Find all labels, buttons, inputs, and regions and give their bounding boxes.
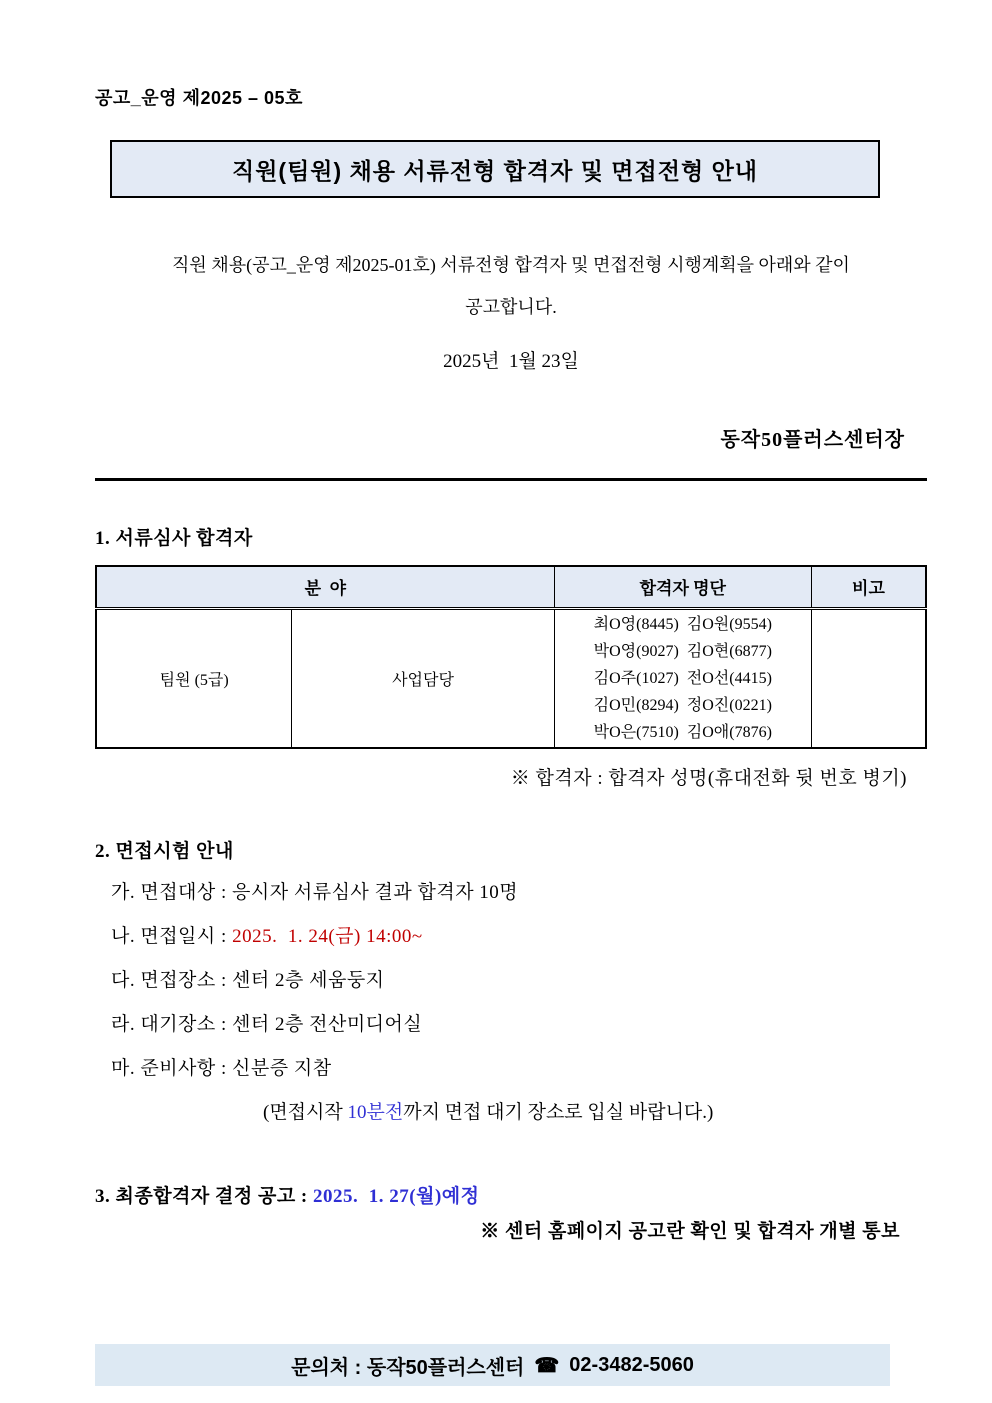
item-waiting: 라. 대기장소 : 센터 2층 전산미디어실 <box>111 1014 423 1035</box>
contact-phone-number: 02-3482-5060 <box>569 1353 694 1376</box>
item-target: 가. 면접대상 : 응시자 서류심사 결과 합격자 10명 <box>111 882 519 903</box>
contact-label: 문의처 : 동작50플러스센터 <box>291 1356 525 1379</box>
name-line: 박O영(9027) 김O현(6877) <box>593 642 772 660</box>
section1-heading: 1. 서류심사 합격자 <box>95 528 253 549</box>
item-datetime-label: 나. 면접일시 : <box>111 926 233 947</box>
signer: 동작50플러스센터장 <box>720 429 905 451</box>
section2-heading: 2. 면접시험 안내 <box>95 841 234 862</box>
doc-number: 공고_운영 제2025 – 05호 <box>95 88 303 108</box>
item-datetime <box>111 915 927 959</box>
contact-footer <box>95 1344 890 1386</box>
table-header-row <box>96 566 926 608</box>
horizontal-rule <box>95 478 927 481</box>
item-datetime-value: 2025. 1. 24(금) 14:00~ <box>232 926 423 947</box>
column-header-remark: 비고 <box>811 566 926 608</box>
cell-remark <box>811 608 926 748</box>
page-title: 직원(팀원) 채용 서류전형 합격자 및 면접전형 안내 <box>231 157 759 184</box>
table-row <box>96 608 926 748</box>
announcement-date: 2025년 1월 23일 <box>443 351 579 372</box>
title-box <box>110 140 880 198</box>
section3-heading-label: 3. 최종합격자 결정 공고 : <box>95 1186 314 1207</box>
item-prepare: 마. 준비사항 : 신분증 지참 <box>111 1058 332 1079</box>
intro-line-2: 공고합니다. <box>465 297 557 317</box>
intro-line-1: 직원 채용(공고_운영 제2025-01호) 서류전형 합격자 및 면접전형 시행계획을 아래와 같이 <box>172 255 850 275</box>
section3-note: ※ 센터 홈페이지 공고란 확인 및 합격자 개별 통보 <box>480 1221 900 1242</box>
item-place: 다. 면접장소 : 센터 2층 세움둥지 <box>111 970 385 991</box>
name-line: 김O민(8294) 정O진(0221) <box>593 696 772 714</box>
cell-duty: 사업담당 <box>292 608 554 748</box>
column-header-field: 분 야 <box>96 566 554 608</box>
cell-position: 팀원 (5급) <box>96 608 292 748</box>
section3-heading <box>95 1181 927 1208</box>
cell-names <box>554 608 811 748</box>
section3-heading-date: 2025. 1. 27(월)예정 <box>313 1186 480 1207</box>
prepare-sub-prefix: (면접시작 <box>263 1102 348 1123</box>
name-line: 김O주(1027) 전O선(4415) <box>593 669 772 687</box>
item-prepare-sub <box>111 1091 927 1135</box>
prepare-sub-suffix: 까지 면접 대기 장소로 입실 바랍니다.) <box>403 1102 714 1123</box>
name-line: 박O은(7510) 김O애(7876) <box>593 723 772 741</box>
column-header-list: 합격자 명단 <box>554 566 811 608</box>
name-line: 최O영(8445) 김O원(9554) <box>593 615 772 633</box>
pass-list-table <box>95 565 927 749</box>
interview-items <box>95 871 927 1135</box>
table-note: ※ 합격자 : 합격자 성명(휴대전화 뒷 번호 병기) <box>510 768 907 789</box>
phone-icon: ☎ <box>534 1354 560 1377</box>
intro-paragraph <box>95 244 927 328</box>
prepare-sub-highlight: 10분전 <box>347 1102 404 1123</box>
